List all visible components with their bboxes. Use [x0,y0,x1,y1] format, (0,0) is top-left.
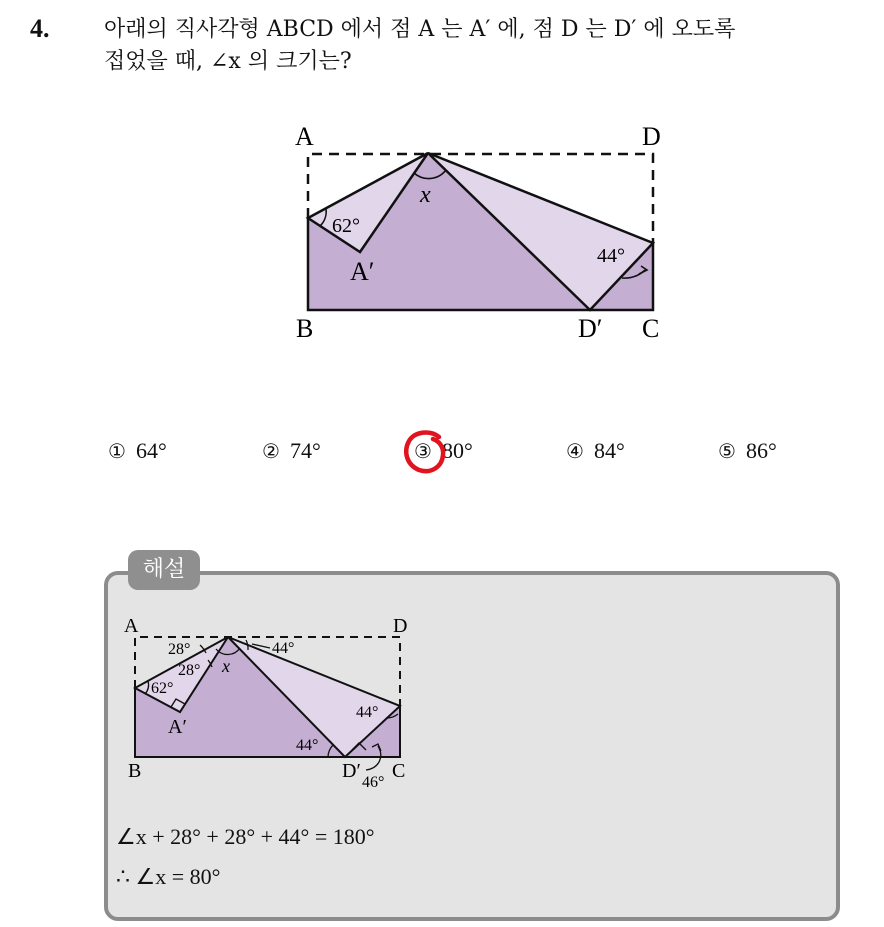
choice-2-text: 74° [289,438,321,463]
sol-angle-28-2: 28° [178,662,201,679]
choice-3-number: ③ [414,439,432,463]
sol-label-B: B [128,760,142,782]
sol-angle-44-right: 44° [356,704,379,721]
choice-2-number: ② [262,439,280,463]
question-number: 4. [30,14,50,43]
choice-5-number: ⑤ [718,439,736,463]
solution-equation: ∠x + 28° + 28° + 44° = 180° [116,824,375,849]
choice-2[interactable] [262,438,321,464]
sol-label-C: C [392,760,406,782]
sol-angle-44-bottom: 44° [296,737,319,754]
sol-label-D-prime: D′ [342,760,361,782]
sol-angle-44-top: 44° [272,640,295,657]
choice-4[interactable] [566,438,625,464]
label-x: x [420,182,431,208]
solution-answer: ∴ ∠x = 80° [116,864,221,889]
choice-1-text: 64° [135,438,167,463]
label-D-prime: D′ [578,314,603,343]
label-D: D [642,122,661,151]
sol-label-A-prime: A′ [168,716,187,738]
question-text [104,14,874,78]
choice-5[interactable] [718,438,777,464]
label-C: C [642,314,660,343]
label-A: A [295,122,314,151]
choice-4-number: ④ [566,439,584,463]
sol-angle-62: 62° [151,680,174,697]
sol-angle-46: 46° [362,774,385,791]
choice-4-text: 84° [593,438,625,463]
main-figure [0,110,884,470]
answer-choices [108,438,828,472]
solution-figure [0,605,884,805]
sol-angle-28-1: 28° [168,641,191,658]
label-A-prime: A′ [350,257,375,286]
sol-label-D: D [393,615,408,637]
answer-marker-icon [401,427,451,477]
label-B: B [296,314,314,343]
choice-1[interactable] [108,438,167,464]
angle-62: 62° [332,215,360,237]
choice-3-text: 80° [441,438,473,463]
solution-tab: 해설 [128,550,200,590]
sol-label-A: A [124,615,139,637]
question-line-2: 접었을 때, ∠x 의 크기는? [104,49,352,74]
angle-44: 44° [597,245,625,267]
choice-5-text: 86° [745,438,777,463]
sol-label-x: x [222,656,230,676]
question-line-1: 아래의 직사각형 ABCD 에서 점 A 는 A′ 에, 점 D 는 D′ 에 오도록 [104,17,736,42]
choice-1-number: ① [108,439,126,463]
